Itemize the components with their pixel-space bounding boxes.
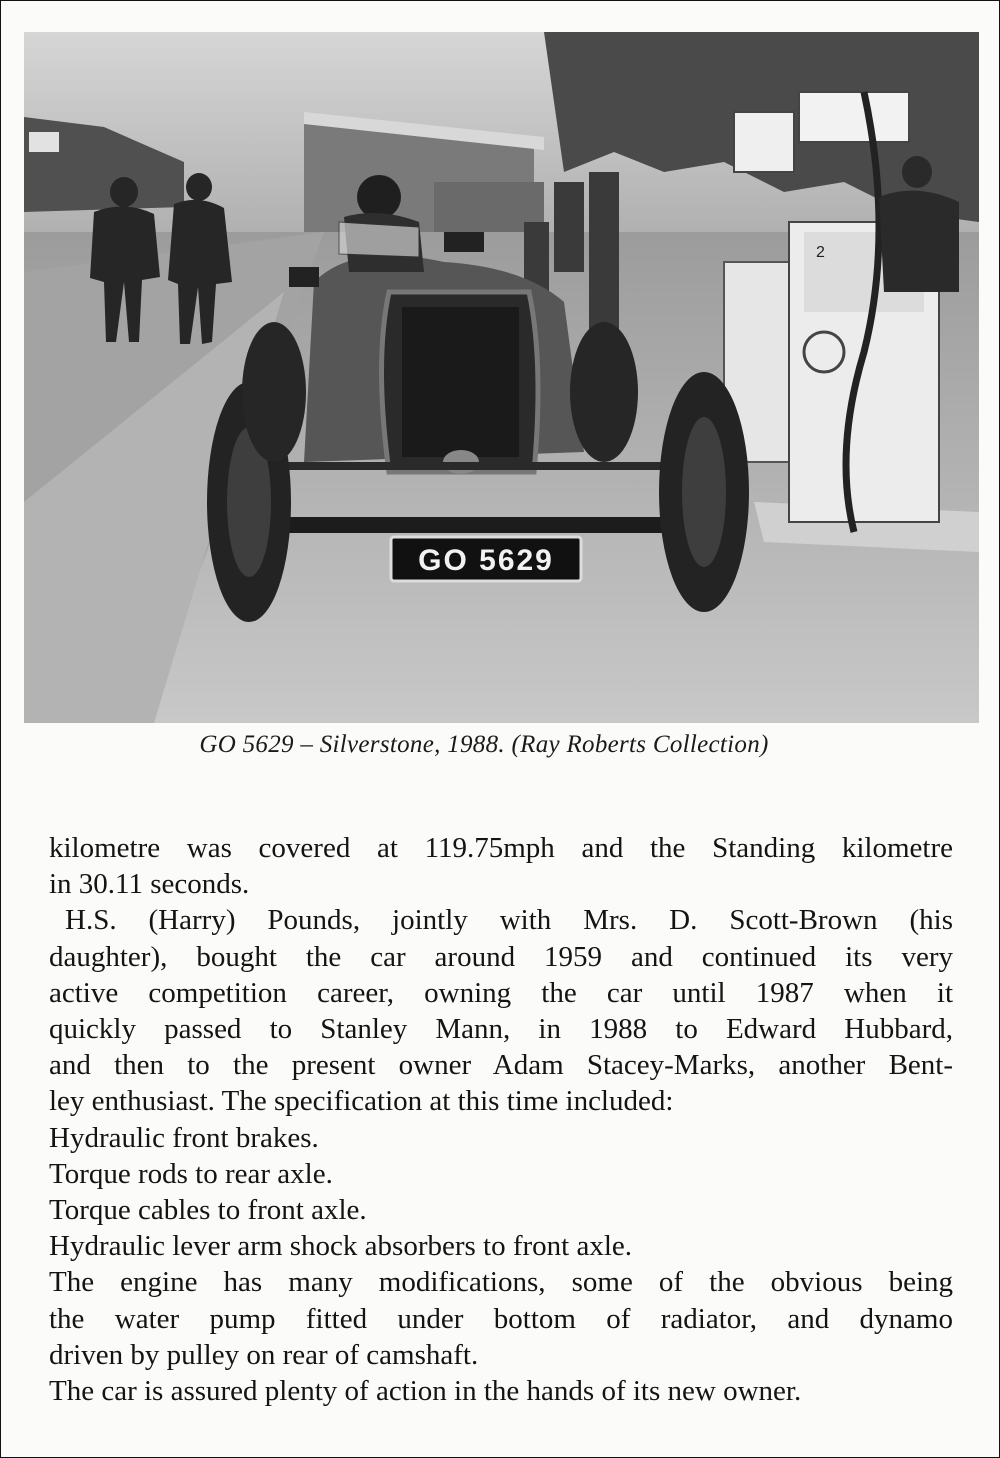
text-line: The engine has many modifications, some of the obvious being	[49, 1266, 953, 1299]
text-line: daughter), bought the car around 1959 and continued its very	[49, 940, 953, 973]
text-line: Torque rods to rear axle.	[49, 1157, 333, 1190]
photograph-icon	[24, 32, 979, 723]
text-line: Torque cables to front axle.	[49, 1194, 367, 1227]
text-line: Hydraulic lever arm shock absorbers to front axle.	[49, 1230, 633, 1263]
text-line: and then to the present owner Adam Stacey-Marks, another Bent-	[49, 1049, 953, 1082]
number-plate: GO 5629	[418, 544, 554, 577]
text-line: kilometre was covered at 119.75mph and the Standing kilometre	[49, 832, 953, 864]
pump-number: 2	[816, 244, 825, 261]
text-line: the water pump fitted under bottom of radiator, and dynamo	[49, 1302, 953, 1335]
text-line: ley enthusiast. The specification at this time included:	[49, 1085, 674, 1118]
race-car-photo	[24, 32, 979, 723]
text-line: in 30.11 seconds.	[49, 868, 250, 901]
text-line: active competition career, owning the car until 1987 when it	[49, 976, 953, 1009]
body-text	[49, 830, 953, 1409]
text-line: quickly passed to Stanley Mann, in 1988 to Edward Hubbard,	[49, 1013, 953, 1046]
text-line: driven by pulley on rear of camshaft.	[49, 1338, 479, 1371]
text-line: H.S. (Harry) Pounds, jointly with Mrs. D. Scott-Brown (his	[65, 904, 953, 937]
text-line: Hydraulic front brakes.	[49, 1121, 319, 1154]
photo-caption: GO 5629 – Silverstone, 1988. (Ray Roberts Collection)	[199, 731, 769, 758]
text-line: The car is assured plenty of action in the hands of its new owner.	[49, 1375, 802, 1408]
